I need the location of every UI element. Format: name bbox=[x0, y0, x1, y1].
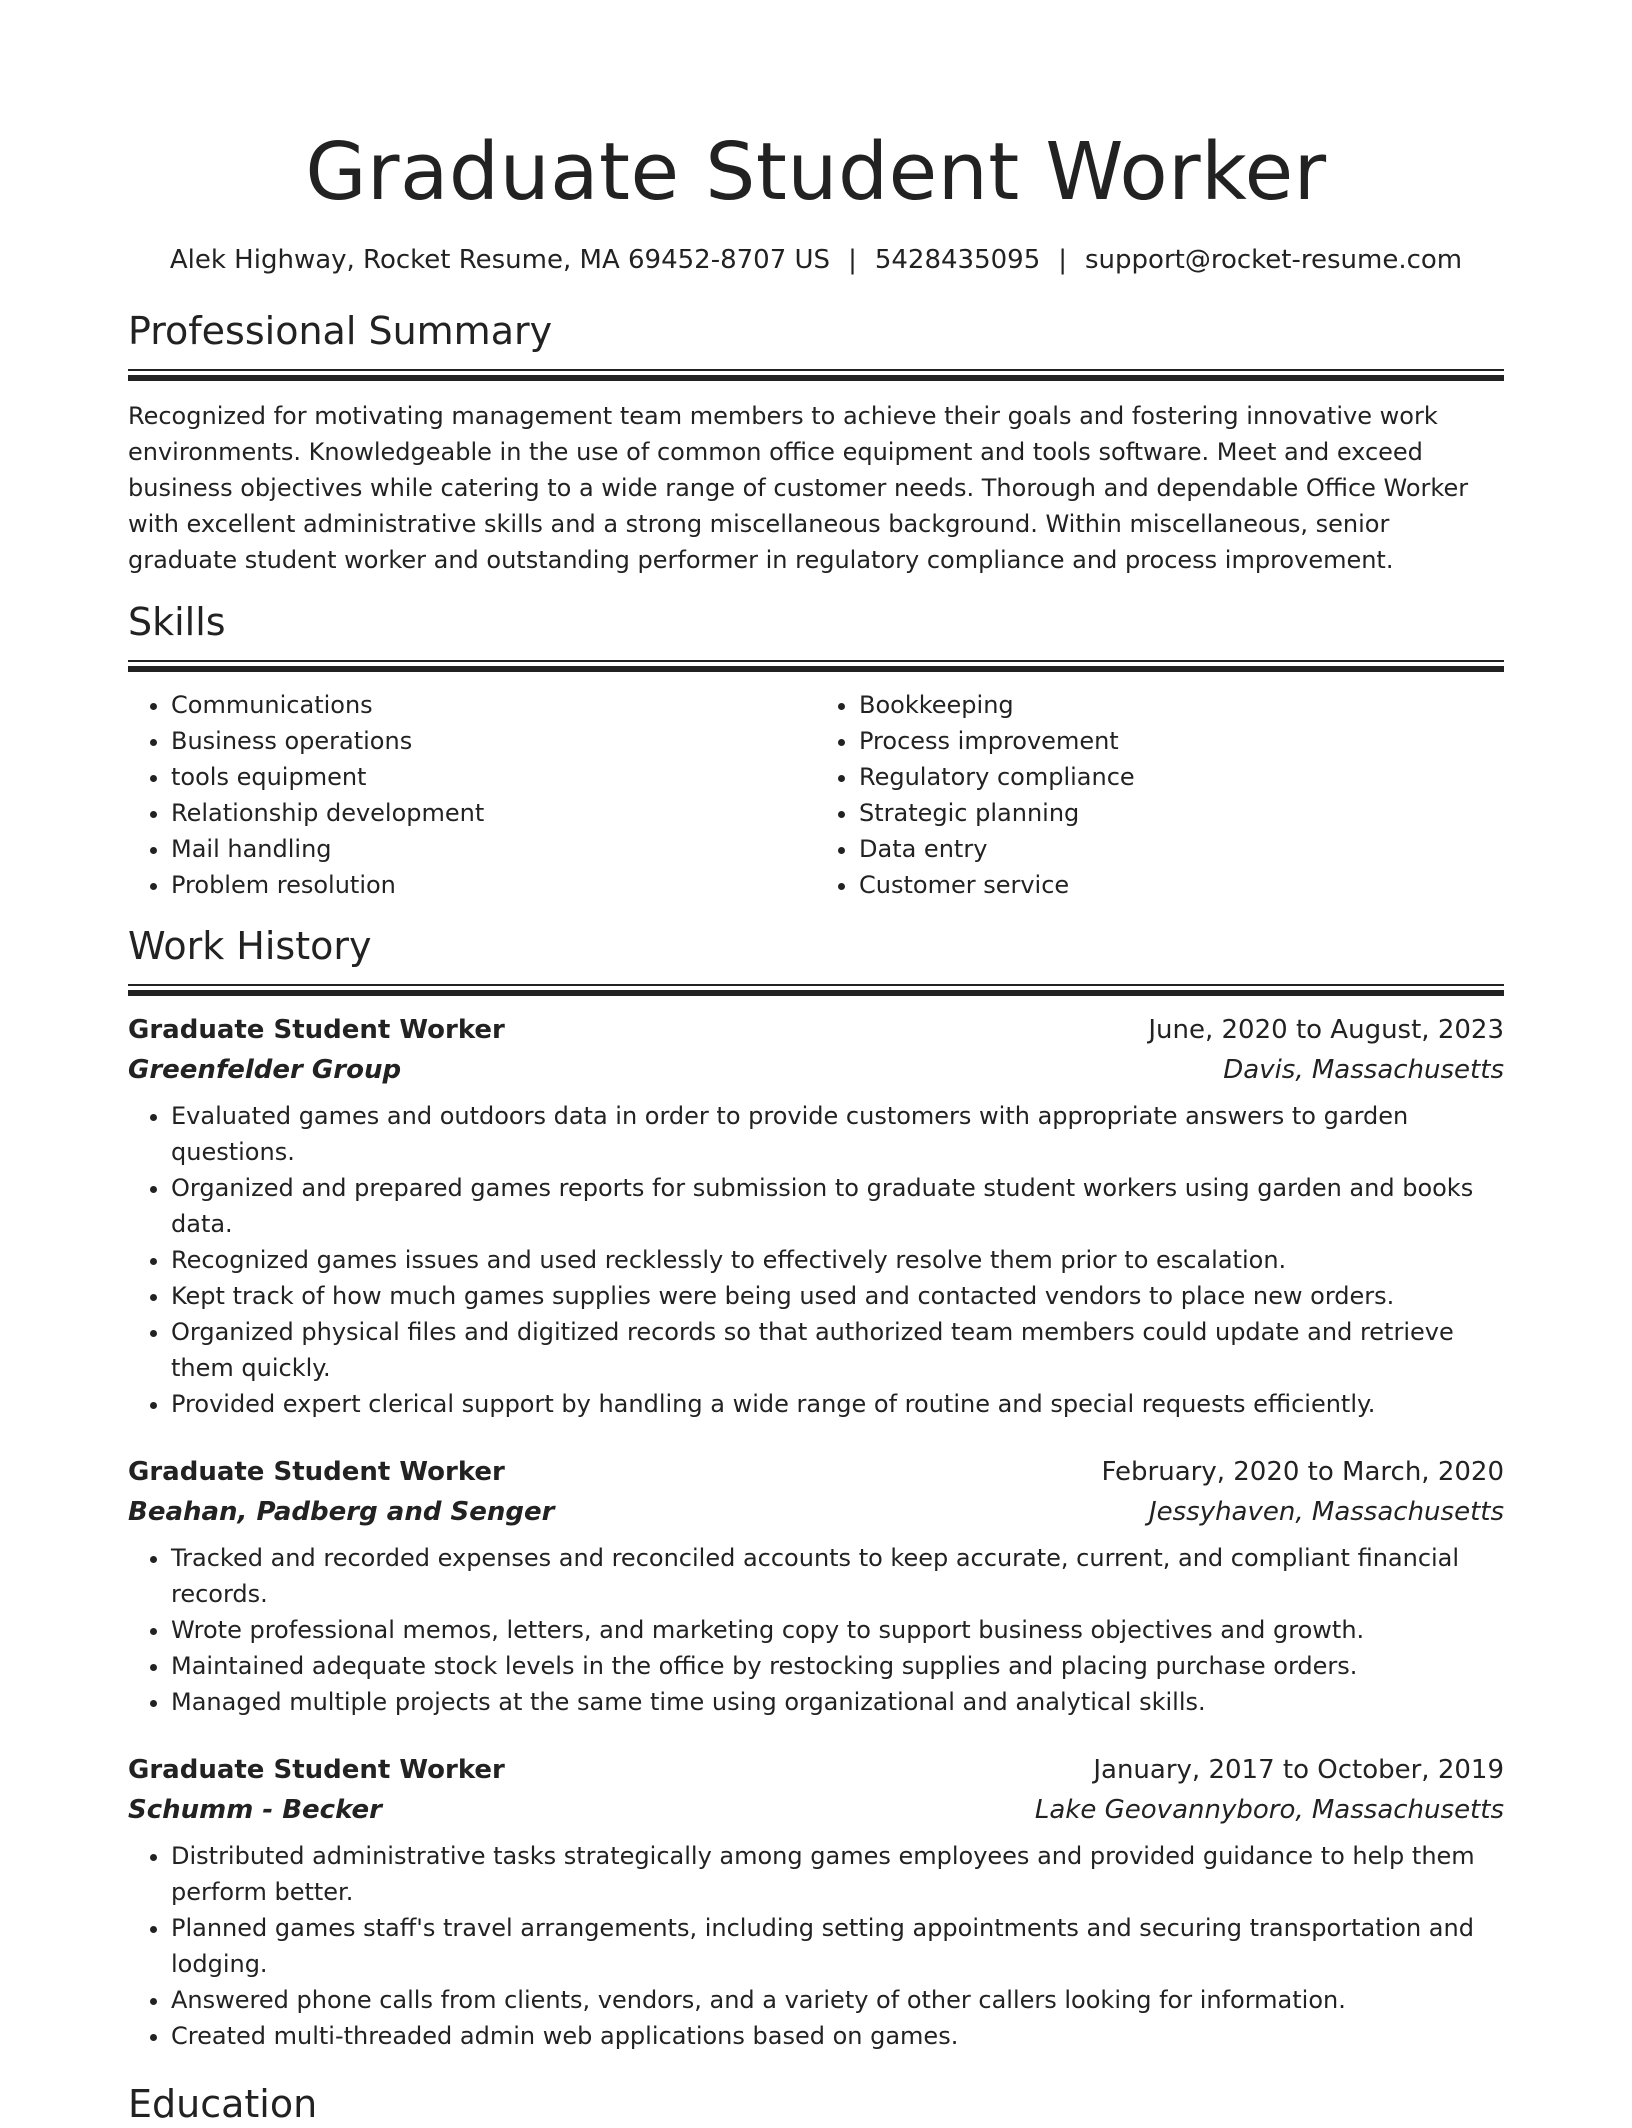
contact-separator: | bbox=[1058, 245, 1068, 275]
job-header-row bbox=[128, 1752, 1504, 1788]
job-company-row bbox=[128, 1494, 1504, 1530]
contact-address: Alek Highway, Rocket Resume, MA 69452-8707 US bbox=[169, 245, 831, 275]
job-duty: • Organized and prepared games reports for submission to graduate student workers using garden and books data. bbox=[171, 1170, 1504, 1242]
job-company-row bbox=[128, 1792, 1504, 1828]
skills-section bbox=[128, 598, 1504, 903]
contact-separator: | bbox=[848, 245, 857, 275]
job-duty: • Provided expert clerical support by handling a wide range of routine and special requests efficiently. bbox=[171, 1386, 1504, 1422]
skill-item: • Regulatory compliance bbox=[859, 759, 1504, 795]
skills-column-left bbox=[128, 687, 816, 903]
job-header-row bbox=[128, 1012, 1504, 1048]
education-heading: Education bbox=[128, 2082, 318, 2126]
skill-item: • Mail handling bbox=[171, 831, 816, 867]
skill-item: • Relationship development bbox=[171, 795, 816, 831]
job-duties bbox=[128, 1838, 1504, 2054]
section-divider bbox=[128, 369, 1504, 381]
skill-item: • Strategic planning bbox=[859, 795, 1504, 831]
job-title: Graduate Student Worker bbox=[128, 1755, 505, 1785]
job-header-row bbox=[128, 1454, 1504, 1490]
job-duty: • Organized physical files and digitized records so that authorized team members could update and retrieve them quickly. bbox=[171, 1314, 1504, 1386]
job-duty: • Planned games staff's travel arrangements, including setting appointments and securing transportation and lodging. bbox=[171, 1910, 1504, 1982]
resume-title: Graduate Student Worker bbox=[305, 126, 1327, 218]
job-duty: • Recognized games issues and used recklessly to effectively resolve them prior to escalation. bbox=[171, 1242, 1504, 1278]
job-duty: • Managed multiple projects at the same time using organizational and analytical skills. bbox=[171, 1684, 1504, 1720]
skills-list bbox=[128, 687, 1504, 903]
skills-heading: Skills bbox=[128, 600, 226, 644]
skill-item: • Business operations bbox=[171, 723, 816, 759]
section-divider bbox=[128, 984, 1504, 996]
job-entry bbox=[128, 1012, 1504, 1422]
job-duty: • Tracked and recorded expenses and reconciled accounts to keep accurate, current, and compliant financial records. bbox=[171, 1540, 1504, 1612]
job-duty: • Created multi-threaded admin web applications based on games. bbox=[171, 2018, 1504, 2054]
job-duty: • Distributed administrative tasks strategically among games employees and provided guidance to help them perform better. bbox=[171, 1838, 1504, 1910]
job-company: Schumm - Becker bbox=[128, 1795, 382, 1825]
job-entry bbox=[128, 1454, 1504, 1720]
skill-item: • Data entry bbox=[859, 831, 1504, 867]
contact-phone: 5428435095 bbox=[874, 245, 1041, 275]
job-entry bbox=[128, 1752, 1504, 2054]
job-location: Jessyhaven, Massachusetts bbox=[1148, 1497, 1504, 1527]
job-dates: January, 2017 to October, 2019 bbox=[1093, 1755, 1504, 1785]
work-history-section bbox=[128, 922, 1504, 2054]
job-duty: • Maintained adequate stock levels in the office by restocking supplies and placing purchase orders. bbox=[171, 1648, 1504, 1684]
job-company: Greenfelder Group bbox=[128, 1055, 402, 1085]
summary-heading: Professional Summary bbox=[128, 309, 553, 353]
job-duty: • Kept track of how much games supplies were being used and contacted vendors to place new orders. bbox=[171, 1278, 1504, 1314]
skill-item: • Problem resolution bbox=[171, 867, 816, 903]
skill-item: • Customer service bbox=[859, 867, 1504, 903]
summary-text: Recognized for motivating management team members to achieve their goals and fostering innovative work environments. Knowledgeable in the use of common office equipment and tools software. Meet and exceed business objectives while catering to a wide range of customer needs. Thorough and dependable Office Worker with excellent administrative skills and a strong miscellaneous background. Within miscellaneous, senior graduate student worker and outstanding performer in regulatory compliance and process improvement. bbox=[128, 402, 1469, 574]
job-dates: February, 2020 to March, 2020 bbox=[1101, 1457, 1504, 1487]
job-duties bbox=[128, 1098, 1504, 1422]
skills-column-right bbox=[816, 687, 1504, 903]
job-title: Graduate Student Worker bbox=[128, 1015, 505, 1045]
contact-email: support@rocket-resume.com bbox=[1085, 245, 1463, 275]
job-title: Graduate Student Worker bbox=[128, 1457, 505, 1487]
work-history-heading: Work History bbox=[128, 924, 372, 968]
job-company-row bbox=[128, 1052, 1504, 1088]
job-duties bbox=[128, 1540, 1504, 1720]
job-duty: • Wrote professional memos, letters, and marketing copy to support business objectives and growth. bbox=[171, 1612, 1504, 1648]
section-divider bbox=[128, 660, 1504, 672]
skill-item: • tools equipment bbox=[171, 759, 816, 795]
skill-item: • Bookkeeping bbox=[859, 687, 1504, 723]
job-duty: • Answered phone calls from clients, vendors, and a variety of other callers looking for information. bbox=[171, 1982, 1504, 2018]
contact-line bbox=[128, 242, 1504, 278]
job-duty: • Evaluated games and outdoors data in order to provide customers with appropriate answers to garden questions. bbox=[171, 1098, 1504, 1170]
skill-item: • Process improvement bbox=[859, 723, 1504, 759]
skill-item: • Communications bbox=[171, 687, 816, 723]
summary-section bbox=[128, 307, 1504, 578]
job-location: Davis, Massachusetts bbox=[1223, 1055, 1504, 1085]
job-location: Lake Geovannyboro, Massachusetts bbox=[1034, 1795, 1504, 1825]
job-company: Beahan, Padberg and Senger bbox=[128, 1497, 555, 1527]
job-dates: June, 2020 to August, 2023 bbox=[1148, 1015, 1504, 1045]
education-section bbox=[128, 2080, 1504, 2128]
